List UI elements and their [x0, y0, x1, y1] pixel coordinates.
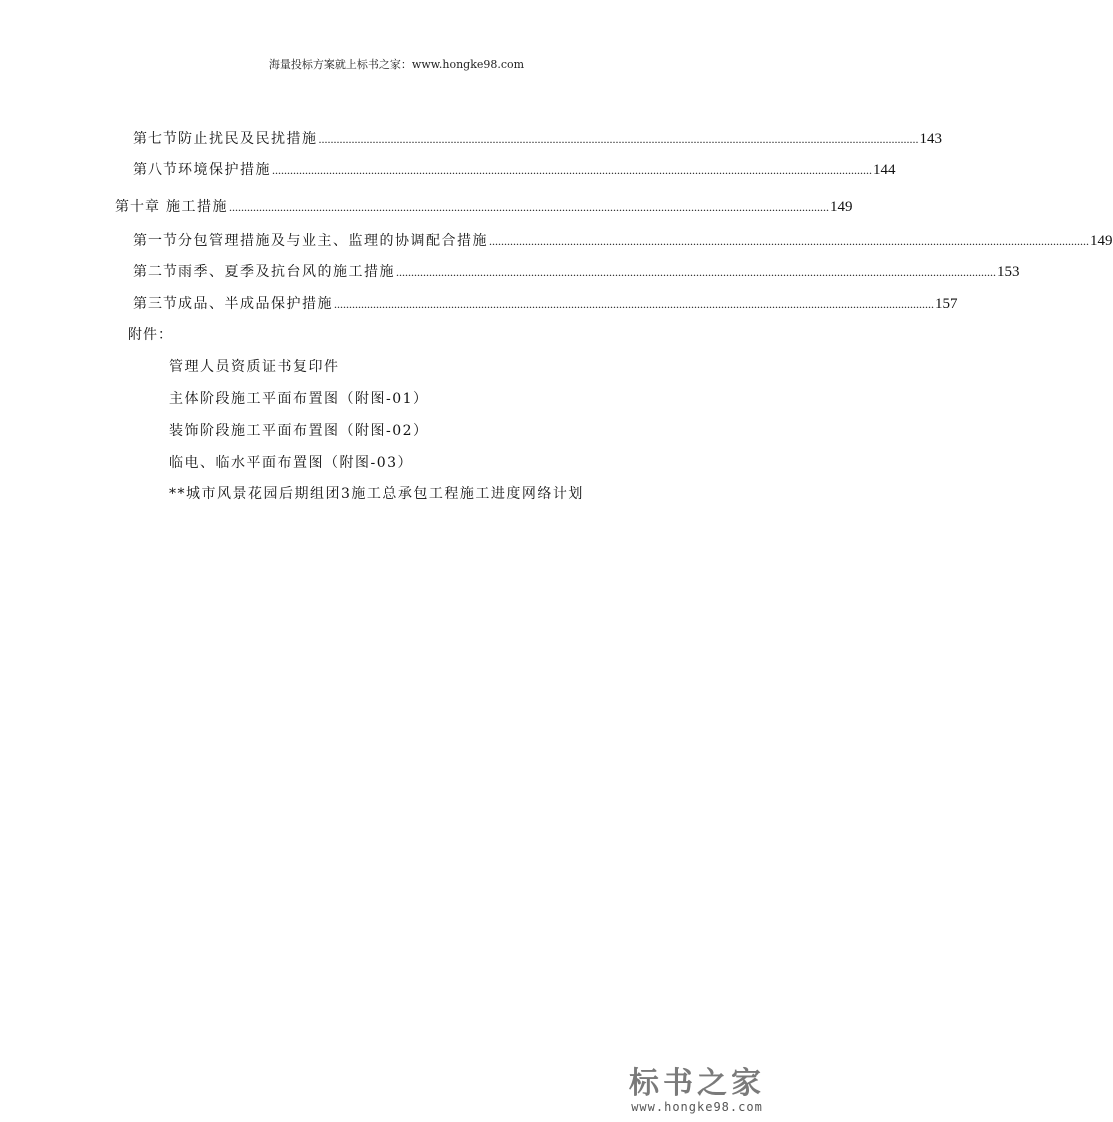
appendix-item: **城市风景花园后期组团3施工总承包工程施工进度网络计划 — [169, 486, 584, 502]
toc-page-number: 149 — [1090, 233, 1113, 249]
toc-chapter-title: 施工措施 — [166, 199, 228, 215]
toc-section-number: 第二节 — [133, 264, 178, 280]
toc-page-number: 157 — [935, 296, 958, 312]
toc-page-number: 149 — [830, 199, 853, 215]
toc-chapter-entry[interactable] — [115, 198, 853, 216]
footer-logo — [627, 1068, 767, 1114]
toc-entry[interactable] — [133, 295, 958, 313]
toc-leader-dots: ........................................................................................................................................................................................................ — [334, 297, 934, 311]
toc-section-title: 雨季、夏季及抗台风的施工措施 — [178, 264, 395, 280]
toc-section-number: 第八节 — [133, 162, 178, 178]
toc-leader-dots: ........................................................................................................................................................................................................ — [229, 200, 829, 214]
page-header: 海量投标方案就上标书之家：www.hongke98.com — [268, 58, 525, 71]
toc-leader-dots: ........................................................................................................................................................................................................ — [396, 265, 996, 279]
toc-entry[interactable] — [133, 161, 896, 179]
toc-leader-dots: ........................................................................................................................................................................................................ — [489, 234, 1089, 248]
toc-section-number: 第七节 — [133, 131, 178, 147]
appendix-item: 主体阶段施工平面布置图（附图-01） — [169, 391, 429, 407]
footer-brand-text: 标书之家 — [629, 1066, 765, 1101]
toc-section-number: 第三节 — [133, 296, 178, 312]
appendix-label: 附件： — [128, 327, 173, 343]
appendix-item: 管理人员资质证书复印件 — [169, 359, 340, 375]
toc-section-title: 环境保护措施 — [178, 162, 271, 178]
appendix-item: 临电、临水平面布置图（附图-03） — [169, 455, 414, 471]
appendix-item: 装饰阶段施工平面布置图（附图-02） — [169, 423, 429, 439]
toc-leader-dots: ........................................................................................................................................................................................................ — [272, 163, 872, 177]
toc-section-title: 防止扰民及民扰措施 — [178, 131, 318, 147]
toc-page-number: 143 — [919, 131, 942, 147]
toc-section-title: 分包管理措施及与业主、监理的协调配合措施 — [178, 233, 488, 249]
toc-entry[interactable] — [133, 130, 942, 148]
toc-page-number: 144 — [873, 162, 896, 178]
toc-chapter-number: 第十章 — [115, 199, 160, 215]
toc-leader-dots: ........................................................................................................................................................................................................ — [318, 132, 919, 146]
toc-page-number: 153 — [997, 264, 1020, 280]
toc-entry[interactable] — [133, 232, 1113, 250]
toc-entry[interactable] — [133, 263, 1020, 281]
toc-section-title: 成品、半成品保护措施 — [178, 296, 333, 312]
toc-section-number: 第一节 — [133, 233, 178, 249]
footer-url: www.hongke98.com — [631, 1100, 763, 1114]
